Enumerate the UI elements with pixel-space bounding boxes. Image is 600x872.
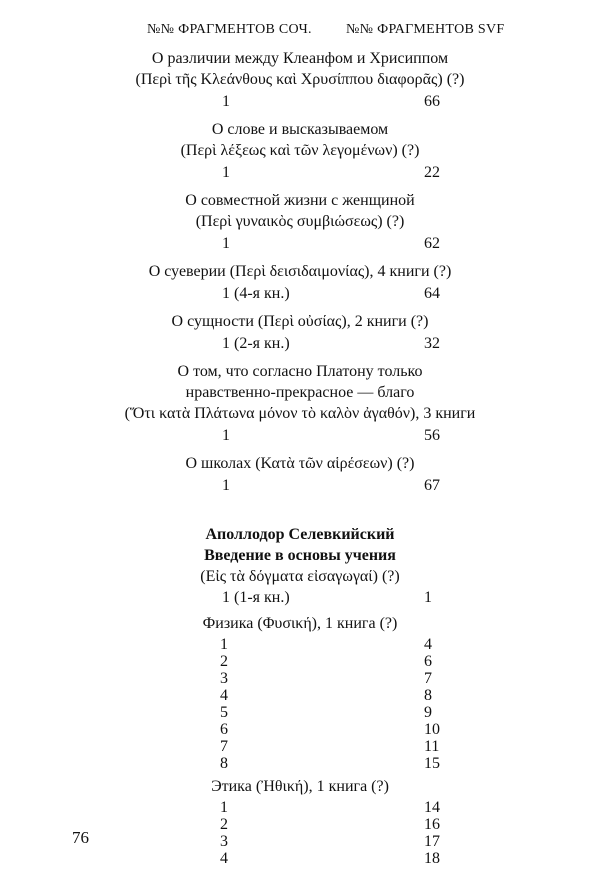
works-fragment-number: 6 <box>220 721 228 738</box>
svf-fragment-number: 64 <box>424 285 440 302</box>
fragment-row <box>0 424 600 448</box>
svf-fragment-number: 6 <box>424 653 432 670</box>
fragment-row <box>0 687 600 704</box>
svf-fragment-number: 18 <box>424 850 440 867</box>
running-header <box>0 22 600 42</box>
fragment-row <box>0 653 600 670</box>
svf-fragment-number: 1 <box>424 589 432 606</box>
works-fragment-number: 3 <box>220 833 228 850</box>
svf-fragment-number: 7 <box>424 670 432 687</box>
works-fragment-number: 2 <box>220 816 228 833</box>
svf-fragment-number: 17 <box>424 833 440 850</box>
works-fragment-number: 1 <box>222 477 230 494</box>
work-title-line: (Περὶ τῆς Κλεάνθους καὶ Χρυσίππου διαφορᾶς) (?) <box>135 71 465 88</box>
work-title-line: О слове и высказываемом <box>211 121 389 138</box>
svf-fragment-number: 66 <box>424 93 440 110</box>
header-left: №№ ФРАГМЕНТОВ СОЧ. <box>147 22 312 37</box>
fragment-row <box>0 90 600 114</box>
work-entry <box>0 261 600 306</box>
fragment-row <box>0 850 600 867</box>
svf-fragment-number: 14 <box>424 799 440 816</box>
work-title-line: О том, что согласно Платону только <box>177 363 423 380</box>
fragment-row <box>0 332 600 356</box>
works-fragment-number: 2 <box>220 653 228 670</box>
fragment-row <box>0 282 600 306</box>
works-fragment-number: 4 <box>220 850 228 867</box>
fragment-row <box>0 755 600 772</box>
fragment-row <box>0 232 600 256</box>
works-fragment-number: 1 <box>222 235 230 252</box>
works-fragment-number: 1 <box>220 799 228 816</box>
work-title-line: О суеверии (Περὶ δεισιδαιμονίας), 4 книги (?) <box>148 263 452 280</box>
svf-fragment-number: 22 <box>424 164 440 181</box>
works-fragment-number: 1 (2-я кн.) <box>222 335 290 352</box>
fragment-row <box>0 833 600 850</box>
work-title-line: (Ὅτι κατὰ Πλάτωνα μόνον τὸ καλὸν ἀγαθόν), 3 книги <box>124 405 476 422</box>
works-list <box>0 48 600 498</box>
svf-fragment-number: 67 <box>424 477 440 494</box>
work-title-line: О сущности (Περὶ οὐσίας), 2 книги (?) <box>171 313 429 330</box>
svf-fragment-number: 4 <box>424 636 432 653</box>
work-entry <box>0 453 600 498</box>
work-entry <box>0 48 600 114</box>
svf-fragment-number: 11 <box>424 738 440 755</box>
ethics-title: Этика (Ἠθική), 1 книга (?) <box>211 778 389 795</box>
fragment-row <box>0 738 600 755</box>
svf-fragment-number: 8 <box>424 687 432 704</box>
fragment-row <box>0 474 600 498</box>
fragment-row <box>0 636 600 653</box>
work-entry <box>0 119 600 185</box>
works-fragment-number: 1 (1-я кн.) <box>222 589 290 606</box>
header-right: №№ ФРАГМЕНТОВ SVF <box>346 22 505 37</box>
physics-rows <box>0 636 600 772</box>
svf-fragment-number: 15 <box>424 755 440 772</box>
author-section <box>0 524 600 867</box>
ethics-rows <box>0 799 600 867</box>
fragment-row <box>0 799 600 816</box>
fragment-row <box>0 587 600 609</box>
work-title-line: (Περὶ λέξεως καὶ τῶν λεγομένων) (?) <box>180 142 420 159</box>
svf-fragment-number: 56 <box>424 427 440 444</box>
fragment-row <box>0 161 600 185</box>
fragment-row <box>0 704 600 721</box>
work-title: Введение в основы учения <box>204 547 396 564</box>
work-entry <box>0 361 600 448</box>
physics-title: Физика (Φυσική), 1 книга (?) <box>202 615 398 632</box>
work-title-line: О совместной жизни с женщиной <box>185 192 415 209</box>
work-title-line: О школах (Κατὰ τῶν αἱρέσεων) (?) <box>185 455 415 472</box>
work-greek-title: (Εἰς τὰ δόγματα εἰσαγωγαί) (?) <box>200 568 400 585</box>
author-name: Аполлодор Селевкийский <box>205 526 395 543</box>
fragment-row <box>0 816 600 833</box>
svf-fragment-number: 16 <box>424 816 440 833</box>
work-title-line: О различии между Клеанфом и Хрисиппом <box>151 50 449 67</box>
works-fragment-number: 1 <box>222 427 230 444</box>
fragment-row <box>0 721 600 738</box>
svf-fragment-number: 10 <box>424 721 440 738</box>
work-entry <box>0 311 600 356</box>
works-fragment-number: 7 <box>220 738 228 755</box>
works-fragment-number: 1 <box>222 93 230 110</box>
svf-fragment-number: 32 <box>424 335 440 352</box>
work-entry <box>0 190 600 256</box>
works-fragment-number: 4 <box>220 687 228 704</box>
works-fragment-number: 1 <box>222 164 230 181</box>
works-fragment-number: 1 (4-я кн.) <box>222 285 290 302</box>
work-title-line: (Περὶ γυναικὸς συμβιώσεως) (?) <box>195 213 405 230</box>
page-number: 76 <box>72 828 89 847</box>
works-fragment-number: 8 <box>220 755 228 772</box>
svf-fragment-number: 9 <box>424 704 432 721</box>
work-title-line: нравственно-прекрасное — благо <box>185 384 415 401</box>
fragment-row <box>0 670 600 687</box>
works-fragment-number: 1 <box>220 636 228 653</box>
work-rows <box>0 587 600 609</box>
svf-fragment-number: 62 <box>424 235 440 252</box>
works-fragment-number: 3 <box>220 670 228 687</box>
works-fragment-number: 5 <box>220 704 228 721</box>
fragment-table <box>0 48 600 867</box>
